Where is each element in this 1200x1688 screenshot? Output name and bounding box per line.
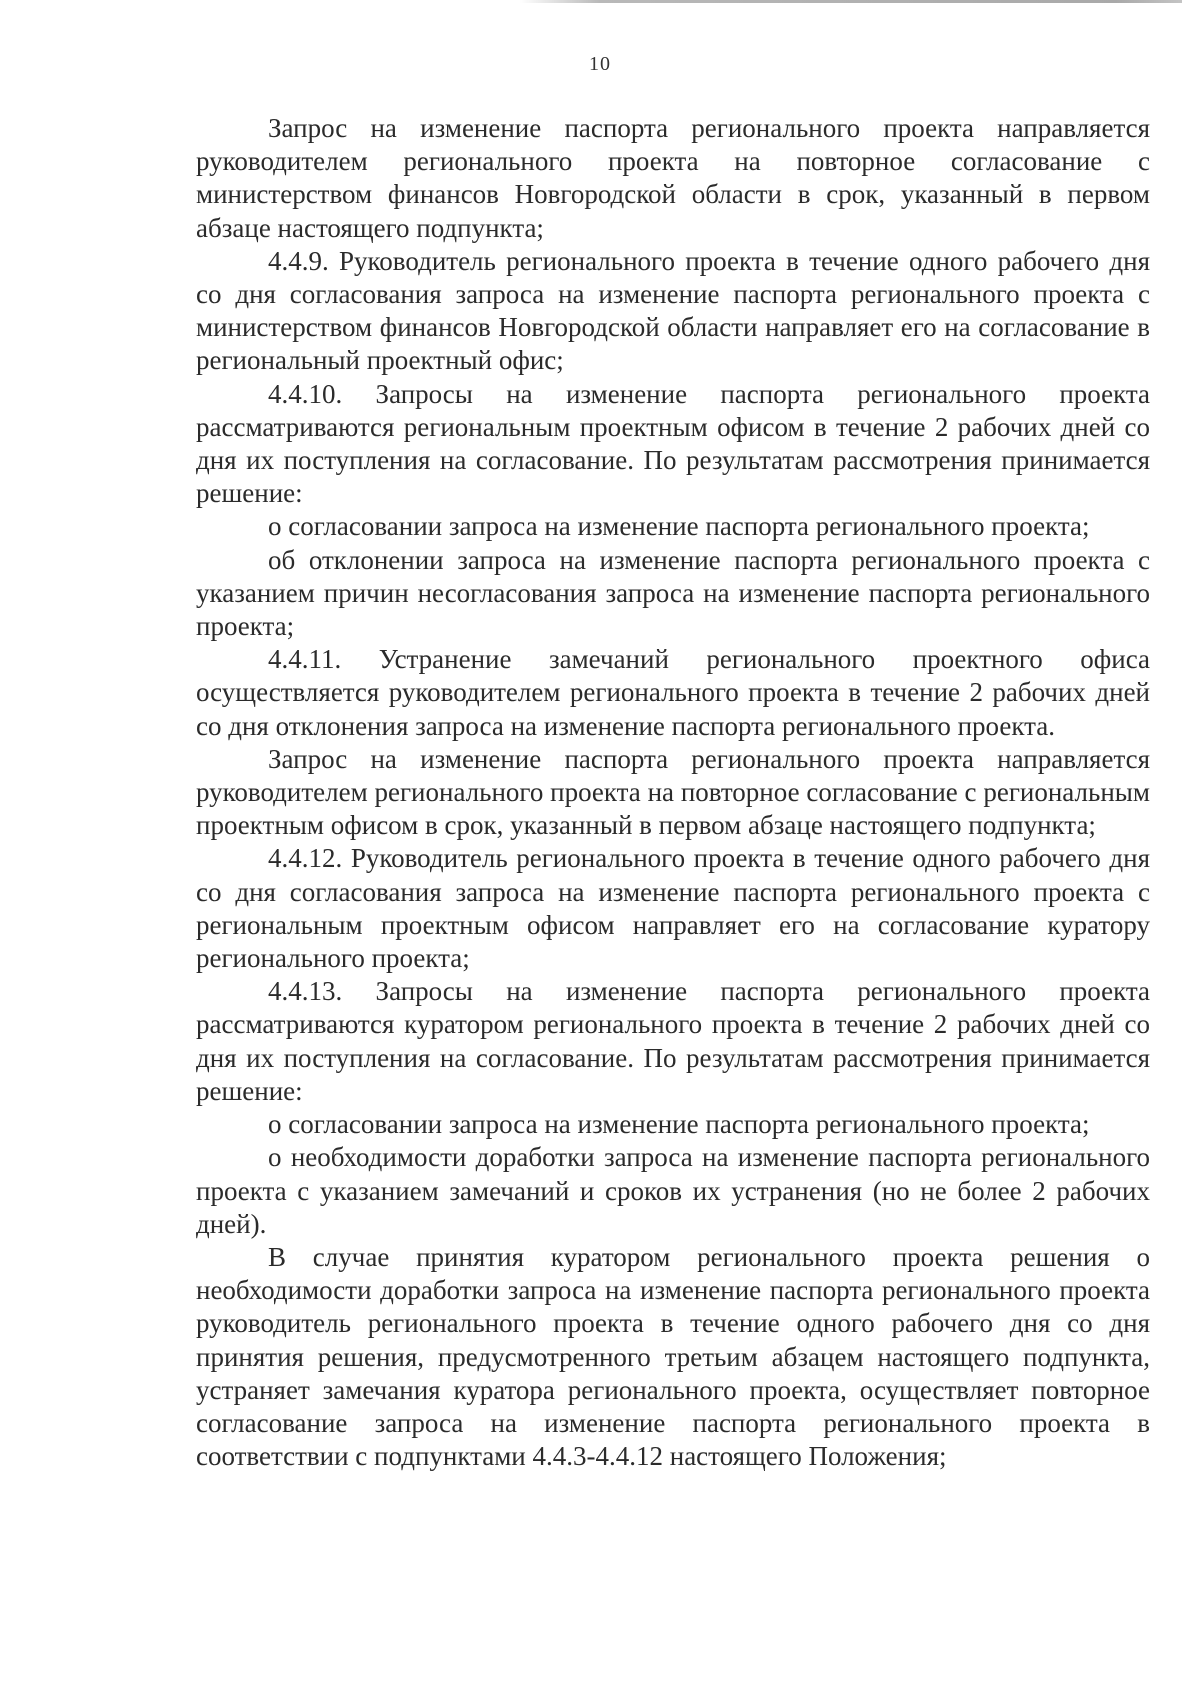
- document-body: [196, 112, 1150, 1473]
- paragraph: Запрос на изменение паспорта регионального проекта направляется руководителем регионального проекта на повторное согласование с министерством финансов Новгородской области в срок, указанный в первом абзаце настоящего подпункта;: [196, 113, 1150, 243]
- scan-edge: [520, 0, 1182, 3]
- paragraph: В случае принятия куратором регионального проекта решения о необходимости доработки запроса на изменение паспорта регионального проекта руководитель регионального проекта в течение одного рабочего дня со дня принятия решения, предусмотренного третьим абзацем настоящего подпункта, устраняет замечания куратора регионального проекта, осуществляет повторное согласование запроса на изменение паспорта регионального проекта в соответствии с подпунктами 4.4.3-4.4.12 настоящего Положения;: [196, 1241, 1150, 1472]
- paragraph: о согласовании запроса на изменение паспорта регионального проекта;: [268, 511, 1090, 542]
- page-number: 10: [589, 53, 611, 75]
- paragraph: 4.4.13. Запросы на изменение паспорта регионального проекта рассматриваются куратором регионального проекта в течение 2 рабочих дней со дня их поступления на согласование. По результатам рассмотрения принимается решение:: [196, 976, 1150, 1106]
- paragraph: о согласовании запроса на изменение паспорта регионального проекта;: [268, 1109, 1090, 1140]
- paragraph: об отклонении запроса на изменение паспорта регионального проекта с указанием причин несогласования запроса на изменение паспорта регионального проекта;: [196, 544, 1150, 642]
- paragraph: 4.4.12. Руководитель регионального проекта в течение одного рабочего дня со дня согласования запроса на изменение паспорта регионального проекта с региональным проектным офисом направляет его на согласование куратору регионального проекта;: [196, 843, 1150, 974]
- paragraph: о необходимости доработки запроса на изменение паспорта регионального проекта с указанием замечаний и сроков их устранения (но не более 2 рабочих дней).: [196, 1142, 1150, 1239]
- paragraph: Запрос на изменение паспорта регионального проекта направляется руководителем регионального проекта на повторное согласование с региональным проектным офисом в срок, указанный в первом абзаце настоящего подпункта;: [196, 743, 1150, 841]
- paragraph: 4.4.10. Запросы на изменение паспорта регионального проекта рассматриваются региональным проектным офисом в течение 2 рабочих дней со дня их поступления на согласование. По результатам рассмотрения принимается решение:: [196, 378, 1150, 509]
- paragraph: 4.4.11. Устранение замечаний регионального проектного офиса осуществляется руководителем регионального проекта в течение 2 рабочих дней со дня отклонения запроса на изменение паспорта регионального проекта.: [196, 644, 1150, 741]
- paragraph: 4.4.9. Руководитель регионального проекта в течение одного рабочего дня со дня согласования запроса на изменение паспорта регионального проекта с министерством финансов Новгородской области направляет его на согласование в региональный проектный офис;: [196, 245, 1150, 376]
